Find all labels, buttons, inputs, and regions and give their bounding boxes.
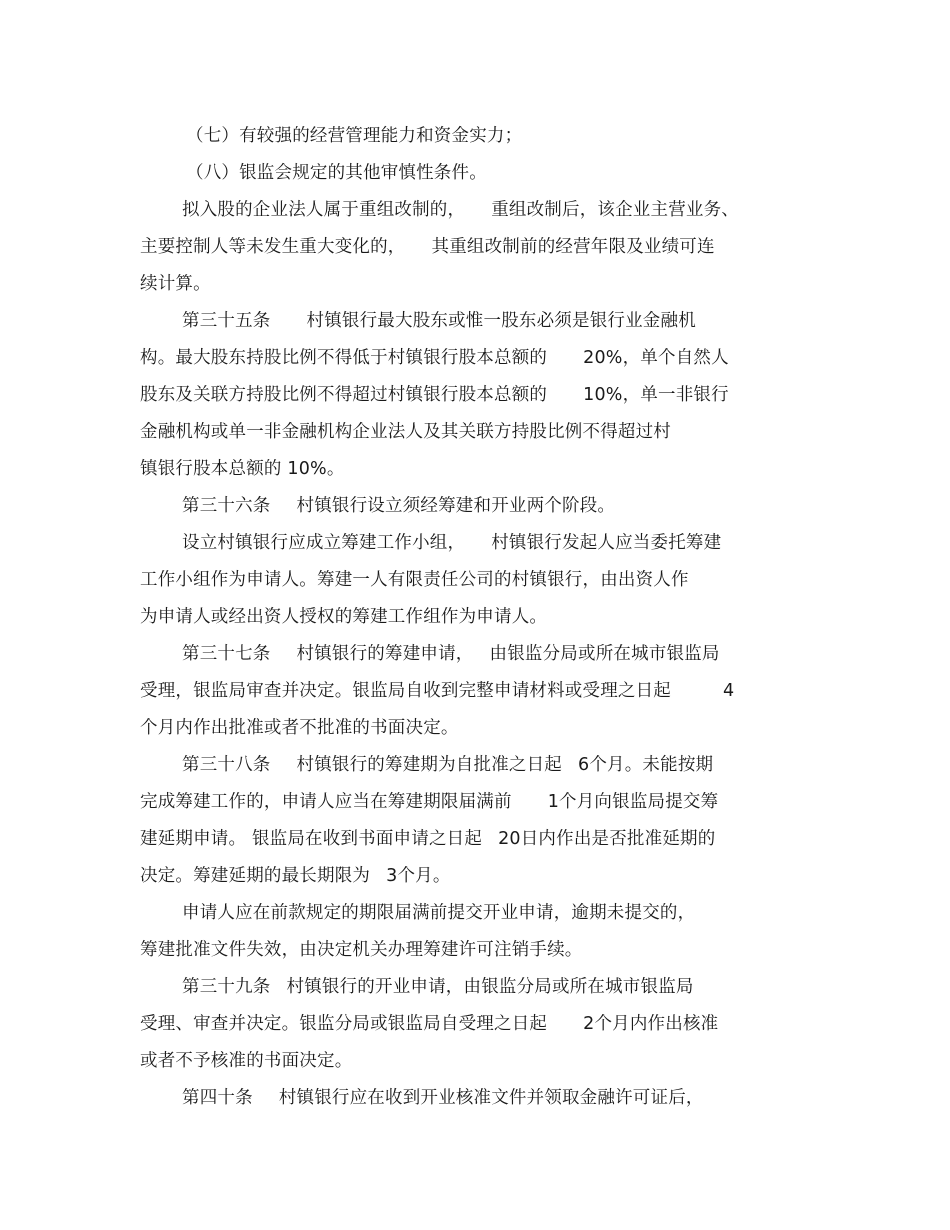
text-line: 为申请人或经出资人授权的筹建工作组作为申请人。 xyxy=(140,607,548,627)
article-heading-line: 第三十八条 村镇银行的筹建期为自批准之日起 6个月。未能按期 xyxy=(182,755,714,775)
text-line: 个月内作出批准或者不批准的书面决定。 xyxy=(140,718,459,738)
text-line: 受理，银监局审查并决定。银监局自收到完整申请材料或受理之日起 4 xyxy=(140,681,735,701)
article-number: 第三十八条 xyxy=(182,755,271,775)
article-number: 第三十九条 xyxy=(182,977,271,997)
text-line: （八）银监会规定的其他审慎性条件。 xyxy=(186,163,487,183)
text-line: 镇银行股本总额的 10%。 xyxy=(140,459,345,479)
text-line: 完成筹建工作的，申请人应当在筹建期限届满前 1个月向银监局提交筹 xyxy=(140,792,719,812)
article-heading-line: 第三十九条 村镇银行的开业申请，由银监分局或所在城市银监局 xyxy=(182,977,694,997)
article-number: 第三十六条 xyxy=(182,496,271,516)
article-heading-line: 第四十条 村镇银行应在收到开业核准文件并领取金融许可证后， xyxy=(182,1088,704,1108)
article-number: 第三十七条 xyxy=(182,644,271,664)
text-line: 申请人应在前款规定的期限届满前提交开业申请，逾期未提交的， xyxy=(182,903,696,923)
article-number: 第三十五条 xyxy=(182,311,271,331)
article-number: 第四十条 xyxy=(182,1088,253,1108)
text-line: 续计算。 xyxy=(140,274,211,294)
article-heading-line: 第三十七条 村镇银行的筹建申请， 由银监分局或所在城市银监局 xyxy=(182,644,720,664)
text-line: 建延期申请。 银监局在收到书面申请之日起 20日内作出是否批准延期的 xyxy=(140,829,716,849)
text-line: （七）有较强的经营管理能力和资金实力； xyxy=(186,126,523,146)
text-line: 筹建批准文件失效，由决定机关办理筹建许可注销手续。 xyxy=(140,940,583,960)
text-line: 决定。筹建延期的最长期限为 3个月。 xyxy=(140,866,451,886)
text-line: 股东及关联方持股比例不得超过村镇银行股本总额的 10%，单一非银行 xyxy=(140,385,729,405)
article-heading-line: 第三十五条 村镇银行最大股东或惟一股东必须是银行业金融机 xyxy=(182,311,696,331)
article-heading-line: 第三十六条 村镇银行设立须经筹建和开业两个阶段。 xyxy=(182,496,616,516)
text-line: 工作小组作为申请人。筹建一人有限责任公司的村镇银行，由出资人作 xyxy=(140,570,689,590)
text-line: 设立村镇银行应成立筹建工作小组， 村镇银行发起人应当委托筹建 xyxy=(182,533,722,553)
text-line: 金融机构或单一非金融机构企业法人及其关联方持股比例不得超过村 xyxy=(140,422,671,442)
text-line: 或者不予核准的书面决定。 xyxy=(140,1051,353,1071)
text-line: 受理、审查并决定。银监分局或银监局自受理之日起 2个月内作出核准 xyxy=(140,1014,719,1034)
text-line: 拟入股的企业法人属于重组改制的， 重组改制后，该企业主营业务、 xyxy=(182,200,740,220)
text-line: 构。最大股东持股比例不得低于村镇银行股本总额的 20%，单个自然人 xyxy=(140,348,729,368)
text-line: 主要控制人等未发生重大变化的， 其重组改制前的经营年限及业绩可连 xyxy=(140,237,715,257)
